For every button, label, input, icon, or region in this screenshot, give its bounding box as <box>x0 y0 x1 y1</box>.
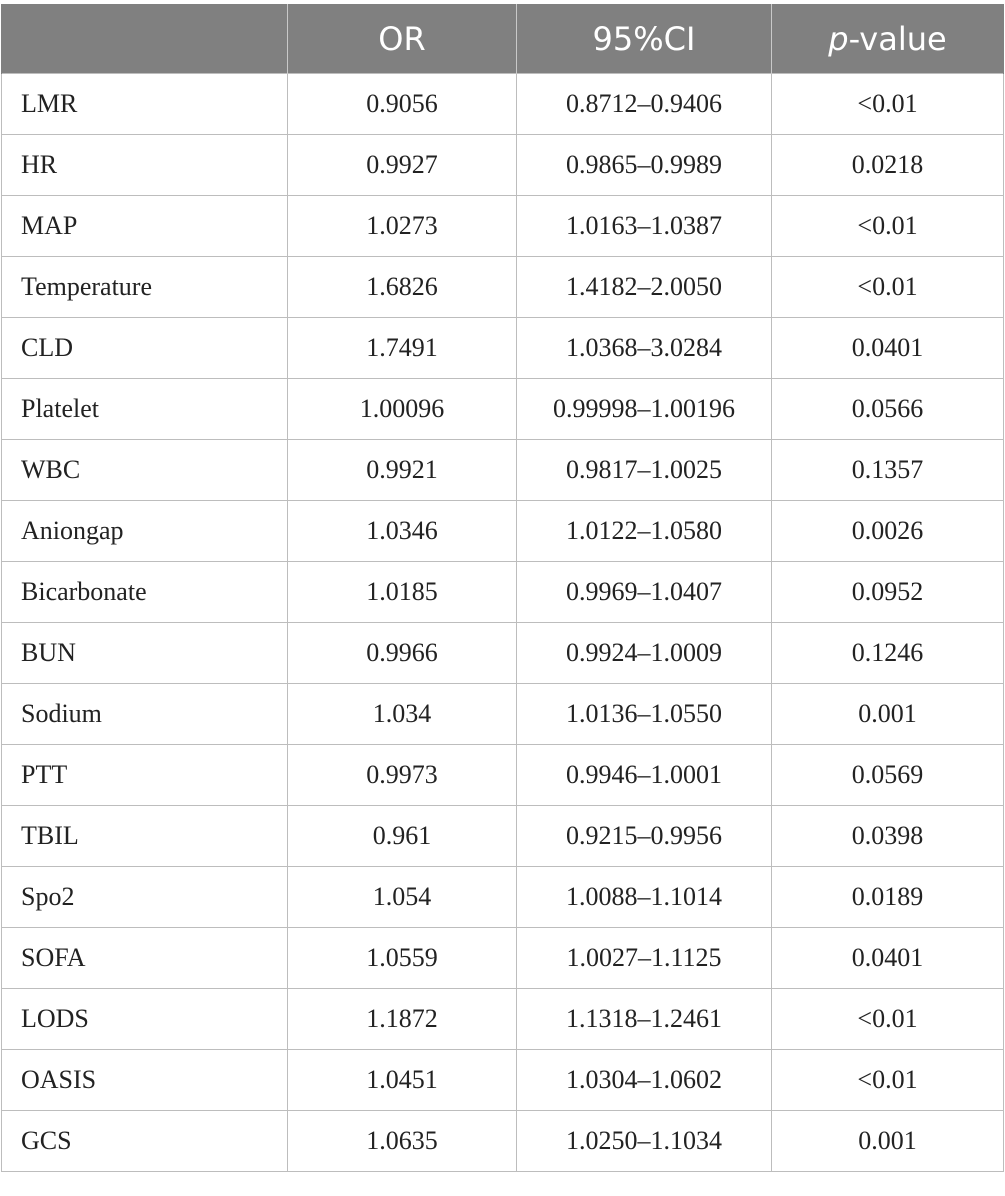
header-variable <box>2 5 288 74</box>
cell-ci: 1.0250–1.1034 <box>517 1111 772 1172</box>
cell-p-value: 0.0569 <box>772 745 1004 806</box>
cell-variable: GCS <box>2 1111 288 1172</box>
cell-p-value: <0.01 <box>772 257 1004 318</box>
table-row <box>2 257 1004 318</box>
cell-ci: 0.9924–1.0009 <box>517 623 772 684</box>
cell-variable: Platelet <box>2 379 288 440</box>
cell-ci: 0.99998–1.00196 <box>517 379 772 440</box>
cell-variable: PTT <box>2 745 288 806</box>
cell-or: 0.9927 <box>288 135 517 196</box>
cell-p-value: 0.1246 <box>772 623 1004 684</box>
cell-p-value: 0.001 <box>772 1111 1004 1172</box>
results-table-container <box>1 4 1003 1172</box>
table-row <box>2 867 1004 928</box>
header-row <box>2 5 1004 74</box>
cell-or: 1.0635 <box>288 1111 517 1172</box>
cell-p-value: 0.0189 <box>772 867 1004 928</box>
cell-variable: Temperature <box>2 257 288 318</box>
cell-or: 1.0185 <box>288 562 517 623</box>
table-row <box>2 135 1004 196</box>
cell-or: 0.961 <box>288 806 517 867</box>
cell-ci: 0.9865–0.9989 <box>517 135 772 196</box>
cell-ci: 1.0368–3.0284 <box>517 318 772 379</box>
cell-ci: 0.9969–1.0407 <box>517 562 772 623</box>
cell-or: 1.6826 <box>288 257 517 318</box>
cell-variable: Aniongap <box>2 501 288 562</box>
cell-ci: 1.0122–1.0580 <box>517 501 772 562</box>
table-row <box>2 379 1004 440</box>
cell-or: 1.0451 <box>288 1050 517 1111</box>
cell-ci: 0.8712–0.9406 <box>517 74 772 135</box>
cell-p-value: 0.0218 <box>772 135 1004 196</box>
header-p-value <box>772 5 1004 74</box>
cell-or: 1.0559 <box>288 928 517 989</box>
header-p-italic: p <box>828 20 849 58</box>
cell-p-value: <0.01 <box>772 196 1004 257</box>
cell-or: 1.034 <box>288 684 517 745</box>
cell-or: 1.1872 <box>288 989 517 1050</box>
table-row <box>2 1050 1004 1111</box>
cell-p-value: 0.0398 <box>772 806 1004 867</box>
cell-or: 1.7491 <box>288 318 517 379</box>
table-header <box>2 5 1004 74</box>
cell-ci: 1.1318–1.2461 <box>517 989 772 1050</box>
cell-ci: 0.9817–1.0025 <box>517 440 772 501</box>
cell-ci: 1.0304–1.0602 <box>517 1050 772 1111</box>
table-row <box>2 562 1004 623</box>
cell-p-value: 0.0952 <box>772 562 1004 623</box>
cell-p-value: <0.01 <box>772 1050 1004 1111</box>
table-row <box>2 196 1004 257</box>
cell-variable: BUN <box>2 623 288 684</box>
cell-or: 0.9056 <box>288 74 517 135</box>
cell-p-value: <0.01 <box>772 989 1004 1050</box>
cell-variable: MAP <box>2 196 288 257</box>
table-row <box>2 806 1004 867</box>
cell-ci: 1.4182–2.0050 <box>517 257 772 318</box>
cell-ci: 1.0163–1.0387 <box>517 196 772 257</box>
cell-p-value: 0.0401 <box>772 318 1004 379</box>
cell-p-value: 0.0566 <box>772 379 1004 440</box>
cell-or: 1.00096 <box>288 379 517 440</box>
table-row <box>2 1111 1004 1172</box>
cell-ci: 1.0136–1.0550 <box>517 684 772 745</box>
cell-variable: Sodium <box>2 684 288 745</box>
header-ci: 95%CI <box>517 5 772 74</box>
cell-variable: SOFA <box>2 928 288 989</box>
cell-ci: 1.0088–1.1014 <box>517 867 772 928</box>
cell-variable: WBC <box>2 440 288 501</box>
table-row <box>2 318 1004 379</box>
cell-variable: Spo2 <box>2 867 288 928</box>
table-row <box>2 623 1004 684</box>
table-row <box>2 745 1004 806</box>
cell-variable: LODS <box>2 989 288 1050</box>
header-or: OR <box>288 5 517 74</box>
cell-variable: HR <box>2 135 288 196</box>
cell-variable: LMR <box>2 74 288 135</box>
cell-p-value: 0.001 <box>772 684 1004 745</box>
cell-or: 0.9921 <box>288 440 517 501</box>
cell-or: 0.9966 <box>288 623 517 684</box>
cell-or: 1.054 <box>288 867 517 928</box>
cell-variable: OASIS <box>2 1050 288 1111</box>
results-table <box>1 4 1004 1172</box>
cell-variable: Bicarbonate <box>2 562 288 623</box>
cell-p-value: 0.0401 <box>772 928 1004 989</box>
cell-ci: 0.9215–0.9956 <box>517 806 772 867</box>
cell-or: 1.0273 <box>288 196 517 257</box>
cell-variable: TBIL <box>2 806 288 867</box>
table-row <box>2 684 1004 745</box>
cell-ci: 1.0027–1.1125 <box>517 928 772 989</box>
cell-p-value: <0.01 <box>772 74 1004 135</box>
table-row <box>2 989 1004 1050</box>
cell-p-value: 0.1357 <box>772 440 1004 501</box>
table-row <box>2 928 1004 989</box>
cell-variable: CLD <box>2 318 288 379</box>
cell-or: 1.0346 <box>288 501 517 562</box>
header-p-rest: -value <box>848 20 947 58</box>
table-row <box>2 501 1004 562</box>
table-row <box>2 440 1004 501</box>
cell-ci: 0.9946–1.0001 <box>517 745 772 806</box>
table-row <box>2 74 1004 135</box>
cell-or: 0.9973 <box>288 745 517 806</box>
cell-p-value: 0.0026 <box>772 501 1004 562</box>
table-body <box>2 74 1004 1172</box>
